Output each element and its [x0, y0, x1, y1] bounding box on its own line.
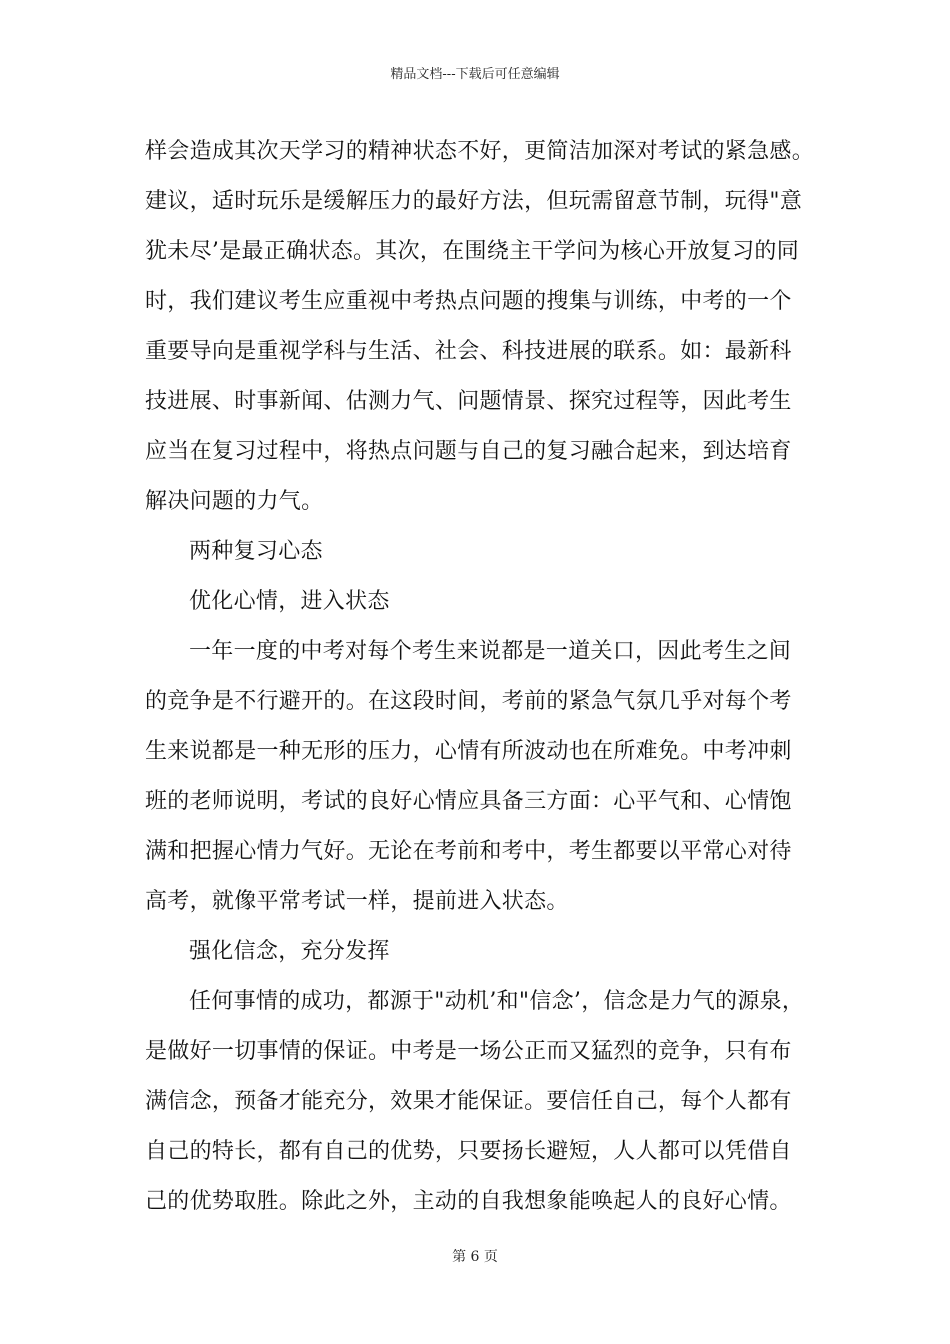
text-line: 班的老师说明，考试的良好心情应具备三方面：心平气和、心情饱: [145, 789, 792, 814]
text-line: 任何事情的成功，都源于"动机’和"信念’，信念是力气的源泉，: [189, 989, 805, 1014]
text-line: 犹未尽’是最正确状态。其次，在围绕主干学问为核心开放复习的同: [145, 239, 799, 264]
text-line: 高考，就像平常考试一样，提前进入状态。: [145, 889, 569, 914]
page-header: 精品文档---下载后可任意编辑: [390, 67, 560, 82]
text-line: 自己的特长，都有自己的优势，只要扬长避短，人人都可以凭借自: [145, 1139, 792, 1164]
text-line: 样会造成其次天学习的精神状态不好，更简洁加深对考试的紧急感。: [145, 139, 815, 164]
text-line: 满信念，预备才能充分，效果才能保证。要信任自己，每个人都有: [145, 1089, 792, 1114]
text-line: 生来说都是一种无形的压力，心情有所波动也在所难免。中考冲刺: [145, 739, 792, 764]
text-line: 一年一度的中考对每个考生来说都是一道关口，因此考生之间: [189, 639, 792, 664]
text-line: 满和把握心情力气好。无论在考前和考中，考生都要以平常心对待: [145, 839, 792, 864]
subsection-heading: 优化心情，进入状态: [189, 589, 390, 614]
page-number: 第 6 页: [452, 1249, 498, 1265]
text-line: 重要导向是重视学科与生活、社会、科技进展的联系。如：最新科: [145, 339, 792, 364]
section-heading: 两种复习心态: [189, 539, 323, 564]
text-line: 解决问题的力气。: [145, 489, 324, 514]
text-line: 是做好一切事情的保证。中考是一场公正而又猛烈的竞争，只有布: [145, 1039, 792, 1064]
subsection-heading: 强化信念，充分发挥: [189, 939, 390, 964]
text-line: 己的优势取胜。除此之外，主动的自我想象能唤起人的良好心情。: [145, 1189, 792, 1214]
text-line: 技进展、时事新闻、估测力气、问题情景、探究过程等，因此考生: [145, 389, 792, 414]
text-line: 时，我们建议考生应重视中考热点问题的搜集与训练，中考的一个: [145, 289, 792, 314]
text-line: 应当在复习过程中，将热点问题与自己的复习融合起来，到达培育: [145, 439, 792, 464]
text-line: 的竞争是不行避开的。在这段时间，考前的紧急气氛几乎对每个考: [145, 689, 792, 714]
document-body: [145, 127, 815, 1227]
text-line: 建议，适时玩乐是缓解压力的最好方法，但玩需留意节制，玩得"意: [145, 189, 803, 214]
